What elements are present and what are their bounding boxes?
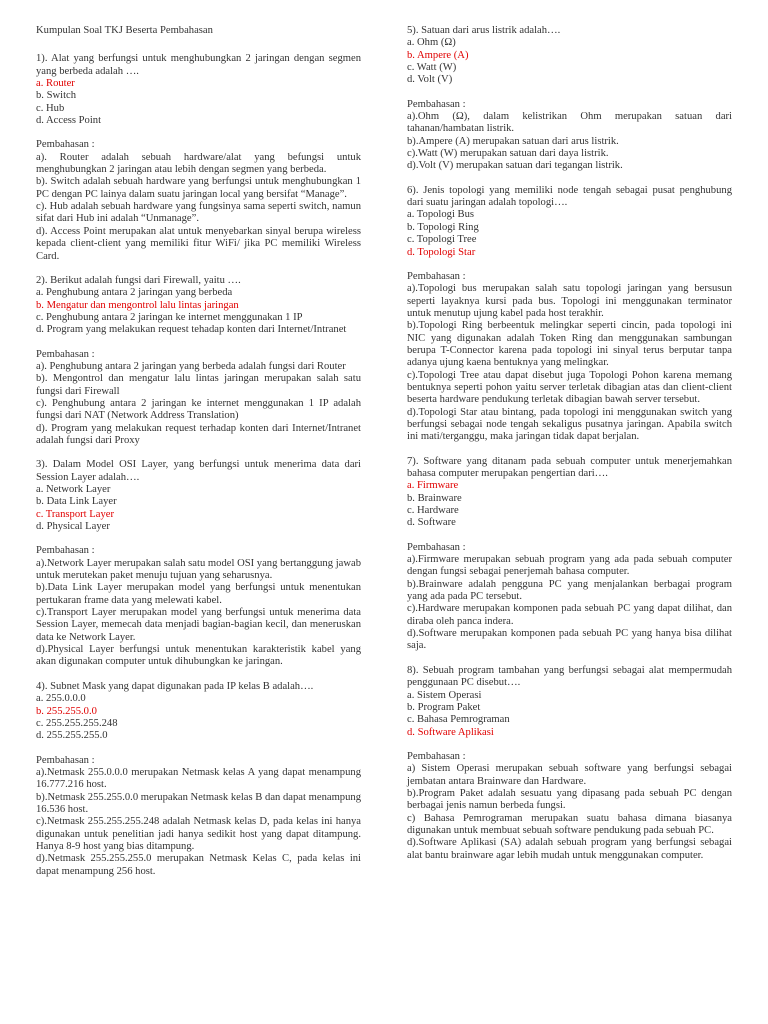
discussion-item: b).Ampere (A) merupakan satuan dari arus listrik. bbox=[407, 135, 619, 147]
discussion-item: c). Penghubung antara 2 jaringan ke internet menggunakan 1 IP adalah fungsi dari NAT (Network Address Translation) bbox=[36, 397, 361, 422]
answer-option: c. Penghubung antara 2 jaringan ke internet menggunakan 1 IP bbox=[36, 311, 303, 323]
answer-option-correct: b. 255.255.0.0 bbox=[36, 705, 97, 717]
answer-option: d. Physical Layer bbox=[36, 521, 110, 533]
answer-option: b. Topologi Ring bbox=[407, 221, 479, 233]
answer-option: c. Hub bbox=[36, 102, 65, 114]
pembahasan-heading: Pembahasan : bbox=[36, 348, 95, 360]
discussion-item: d).Software merupakan komponen pada sebuah PC yang hanya bisa dilihat saja. bbox=[407, 628, 732, 652]
discussion-item: a).Firmware merupakan sebuah program yang ada pada sebuah computer dengan fungsi sebagai penerjemah bahasa computer. bbox=[407, 554, 732, 578]
pembahasan-heading: Pembahasan : bbox=[36, 545, 95, 557]
discussion-item: d).Netmask 255.255.255.0 merupakan Netmask Kelas C, pada kelas ini dapat menampung 256 host. bbox=[36, 853, 361, 877]
answer-option: a. Ohm (Ω) bbox=[407, 37, 456, 49]
question-text: 4). Subnet Mask yang dapat digunakan pada IP kelas B adalah…. bbox=[36, 680, 314, 692]
answer-option-correct: c. Transport Layer bbox=[36, 508, 114, 520]
discussion-item: a).Network Layer merupakan salah satu model OSI yang bertanggung jawab untuk merutekan paket menuju tujuan yang seharusnya. bbox=[36, 557, 361, 582]
discussion-item: b). Mengontrol dan mengatur lalu lintas jaringan merupakan salah satu fungsi dari Firewall bbox=[36, 373, 361, 397]
discussion-item: b).Brainware adalah pengguna PC yang menjalankan berbagai program yang ada pada PC tersebut. bbox=[407, 578, 732, 603]
question-text: 7). Software yang ditanam pada sebuah computer untuk menerjemahkan bahasa computer merupakan pengertian dari…. bbox=[407, 455, 732, 479]
pembahasan-heading: Pembahasan : bbox=[407, 750, 466, 762]
left-question-list bbox=[36, 53, 361, 878]
discussion-item: c).Transport Layer merupakan model yang berfungsi untuk menerima data Session Layer, memecah data menjadi bagian-bagian kecil, dan meneruskan data ke Network Layer. bbox=[36, 607, 361, 643]
discussion-item: c).Netmask 255.255.255.248 adalah Netmask kelas D, pada kelas ini hanya digunakan untuk penelitian jadi hanya sedikit host yang dapat ditampung. Hanya 8-9 host yang bias ditampung. bbox=[36, 816, 361, 852]
discussion-item: a).Netmask 255.0.0.0 merupakan Netmask kelas A yang dapat menampung 16.777.216 host. bbox=[36, 766, 361, 791]
discussion-item: c).Hardware merupakan komponen pada sebuah PC yang dapat dilihat, dan diraba oleh panca indera. bbox=[407, 603, 732, 627]
answer-option-correct: a. Router bbox=[36, 78, 75, 90]
question-block bbox=[407, 665, 732, 862]
discussion-item: d). Access Point merupakan alat untuk menyebarkan sinyal berupa wireless kepada client-client yang memiliki fitur WiFi/ jika PC memiliki Wireless Card. bbox=[36, 225, 361, 262]
discussion-item: a).Ohm (Ω), dalam kelistrikan Ohm merupakan satuan dari tahanan/hambatan listrik. bbox=[407, 111, 732, 135]
answer-option: a. Network Layer bbox=[36, 484, 111, 495]
pembahasan-heading: Pembahasan : bbox=[36, 754, 95, 766]
answer-option: a. 255.0.0.0 bbox=[36, 693, 86, 705]
question-text: 1). Alat yang berfungsi untuk menghubungkan 2 jaringan dengan segmen yang berbeda adalah …. bbox=[36, 53, 361, 77]
question-text: 8). Sebuah program tambahan yang berfungsi sebagai alat mempermudah penggunaan PC disebut…. bbox=[407, 664, 732, 689]
answer-option: c. Hardware bbox=[407, 505, 459, 517]
question-block bbox=[407, 185, 732, 444]
answer-option: a. Sistem Operasi bbox=[407, 689, 482, 701]
discussion-item: b).Netmask 255.255.0.0 merupakan Netmask kelas B dan dapat menampung 16.536 host. bbox=[36, 791, 361, 815]
discussion-item: a). Router adalah sebuah hardware/alat yang befungsi untuk menghubungkan 2 jaringan atau lebih dengan segmen yang berbeda. bbox=[36, 151, 361, 176]
answer-option: d. Access Point bbox=[36, 115, 102, 127]
question-block bbox=[407, 456, 732, 653]
answer-option: d. Volt (V) bbox=[407, 74, 453, 86]
answer-option-correct: d. Topologi Star bbox=[407, 246, 476, 258]
question-text: 2). Berikut adalah fungsi dari Firewall, yaitu …. bbox=[36, 274, 241, 286]
discussion-item: b).Data Link Layer merupakan model yang berfungsi untuk menentukan pertukaran frame data yang melewati kabel. bbox=[36, 582, 361, 606]
discussion-item: a).Topologi bus merupakan salah satu topologi jaringan yang bersusun seperti layaknya kursi pada bus. Topologi ini menggunakan terminator untuk menutup ujung kabel pada host terakhir. bbox=[407, 283, 732, 319]
answer-option: c. Topologi Tree bbox=[407, 234, 477, 246]
discussion-item: d).Topologi Star atau bintang, pada topologi ini menggunakan switch yang berfungsi sebagai node tengah sekaligus pusatnya jaringan. Apabila switch ini mati/terganggu, maka jaringan tidak dapat berjalan. bbox=[407, 406, 732, 443]
question-text: 3). Dalam Model OSI Layer, yang berfungsi untuk menerima data dari Session Layer adalah…. bbox=[36, 459, 361, 483]
question-text: 5). Satuan dari arus listrik adalah…. bbox=[407, 25, 561, 36]
answer-option-correct: a. Firmware bbox=[407, 480, 459, 492]
discussion-item: b).Topologi Ring berbeentuk melingkar seperti cincin, pada topologi ini NIC yang digunakan adalah Token Ring dan menggunakan sambungan berupa T-Connector karena pada topologi ini sinyal terus berputar tanpa adanya ujung kaena bentuknya yang melingkar. bbox=[407, 320, 732, 369]
question-block bbox=[36, 681, 361, 878]
left-column bbox=[36, 25, 361, 878]
discussion-item: c).Topologi Tree atau dapat disebut juga Topologi Pohon karena memang bentuknya seperti pohon yaitu server terletak dibagian atas dan client-client beserta hardware pendukung terletak dibagian bawah server tersebut. bbox=[407, 369, 732, 406]
discussion-item: d).Physical Layer berfungsi untuk menentukan karakteristik kabel yang akan digunakan computer untuk dihubungkan ke jaringan. bbox=[36, 644, 361, 668]
document-title: Kumpulan Soal TKJ Beserta Pembahasan bbox=[36, 25, 213, 36]
discussion-item: d).Software Aplikasi (SA) adalah sebuah program yang berfungsi sebagai alat bantu brainware agar lebih mudah untuk menggunakan computer. bbox=[407, 837, 732, 861]
question-block bbox=[36, 275, 361, 447]
pembahasan-heading: Pembahasan : bbox=[407, 98, 466, 110]
answer-option: a. Topologi Bus bbox=[407, 209, 475, 221]
answer-option: b. Switch bbox=[36, 90, 77, 102]
discussion-item: a) Sistem Operasi merupakan sebuah software yang berfungsi sebagai jembatan antara Brainware dan Hardware. bbox=[407, 763, 732, 787]
answer-option: d. 255.255.255.0 bbox=[36, 730, 108, 742]
answer-option-correct: b. Ampere (A) bbox=[407, 49, 469, 61]
answer-option: b. Program Paket bbox=[407, 701, 481, 713]
discussion-item: c) Bahasa Pemrograman merupakan suatu bahasa dimana biasanya digunakan untuk membuat sebuah software pendukung pada sebuah PC. bbox=[407, 812, 732, 836]
discussion-item: c). Hub adalah sebuah hardware yang fungsinya sama seperti switch, namun sifat dari Hub ini adalah “Unmanage”. bbox=[36, 201, 361, 225]
discussion-item: b).Program Paket adalah sesuatu yang dipasang pada sebuah PC dengan berbagai jenis namun berbeda fungsi. bbox=[407, 787, 732, 812]
discussion-item: d).Volt (V) merupakan satuan dari tegangan listrik. bbox=[407, 160, 623, 172]
question-block bbox=[36, 459, 361, 669]
pembahasan-heading: Pembahasan : bbox=[36, 139, 95, 151]
answer-option: a. Penghubung antara 2 jaringan yang berbeda bbox=[36, 287, 233, 299]
answer-option: c. Watt (W) bbox=[407, 62, 457, 74]
pembahasan-heading: Pembahasan : bbox=[407, 541, 466, 553]
discussion-item: b). Switch adalah sebuah hardware yang berfungsi untuk menghubungkan 1 PC dengan PC lainya dalam suatu jaringan local yang bersifat “Manage”. bbox=[36, 176, 361, 200]
answer-option: c. 255.255.255.248 bbox=[36, 717, 118, 729]
pembahasan-heading: Pembahasan : bbox=[407, 270, 466, 282]
answer-option-correct: b. Mengatur dan mengontrol lalu lintas jaringan bbox=[36, 299, 239, 311]
discussion-item: d). Program yang melakukan request terhadap konten dari Internet/Intranet adalah fungsi dari Proxy bbox=[36, 422, 361, 446]
answer-option-correct: d. Software Aplikasi bbox=[407, 726, 494, 738]
question-text: 6). Jenis topologi yang memiliki node tengah sebagai pusat penghubung dari suatu jaringan adalah topologi…. bbox=[407, 184, 732, 209]
answer-option: b. Data Link Layer bbox=[36, 496, 117, 508]
right-column bbox=[407, 25, 732, 862]
question-block bbox=[36, 53, 361, 263]
discussion-item: a). Penghubung antara 2 jaringan yang berbeda adalah fungsi dari Router bbox=[36, 360, 346, 372]
answer-option: b. Brainware bbox=[407, 492, 462, 504]
answer-option: c. Bahasa Pemrograman bbox=[407, 714, 510, 726]
question-block bbox=[407, 25, 732, 173]
answer-option: d. Program yang melakukan request tehadap konten dari Internet/Intranet bbox=[36, 324, 347, 336]
answer-option: d. Software bbox=[407, 517, 456, 529]
right-question-list bbox=[407, 25, 732, 862]
discussion-item: c).Watt (W) merupakan satuan dari daya listrik. bbox=[407, 148, 609, 160]
